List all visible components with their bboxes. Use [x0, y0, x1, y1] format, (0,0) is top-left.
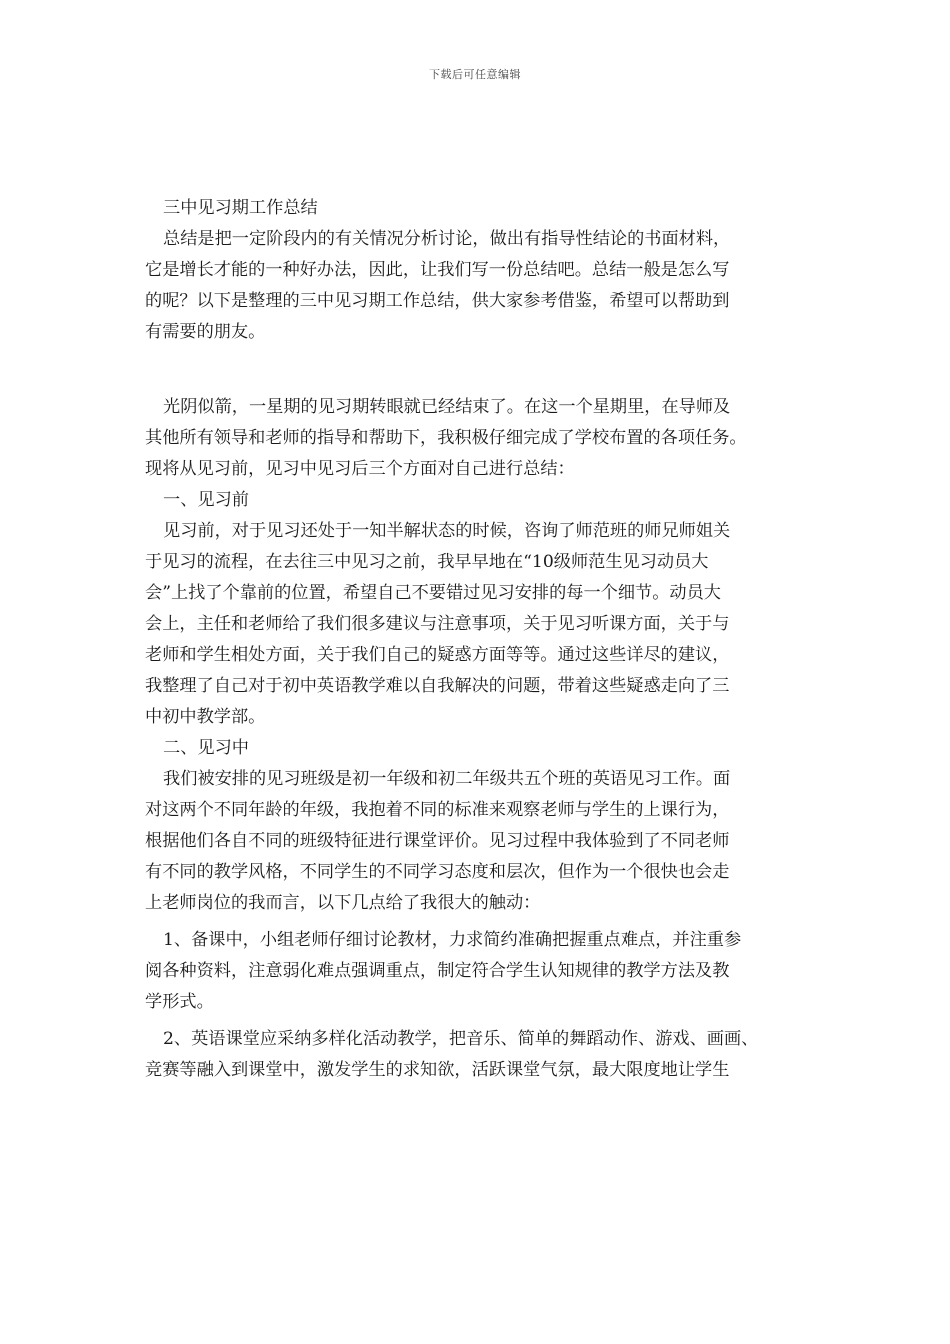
document-body: [145, 193, 825, 1086]
paragraph-line: 对这两个不同年龄的年级，我抱着不同的标准来观察老师与学生的上课行为，: [145, 800, 730, 820]
paragraph-line: 会上，主任和老师给了我们很多建议与注意事项，关于见习听课方面，关于与: [145, 614, 730, 634]
section-heading: 二、见习中: [163, 738, 249, 758]
section-heading: 一、见习前: [163, 490, 249, 510]
paragraph-line: 其他所有领导和老师的指导和帮助下，我积极仔细完成了学校布置的各项任务。: [145, 428, 747, 448]
list-item-line: 竞赛等融入到课堂中，激发学生的求知欲，活跃课堂气氛，最大限度地让学生: [145, 1060, 730, 1080]
paragraph-line: 中初中教学部。: [145, 707, 266, 727]
paragraph-line: 根据他们各自不同的班级特征进行课堂评价。见习过程中我体验到了不同老师: [145, 831, 730, 851]
paragraph-line: 见习前，对于见习还处于一知半解状态的时候，咨询了师范班的师兄师姐关: [163, 521, 731, 541]
document-title: 三中见习期工作总结: [163, 198, 318, 218]
intro-line: 它是增长才能的一种好办法，因此，让我们写一份总结吧。总结一般是怎么写: [145, 260, 730, 280]
paragraph-line: 光阴似箭，一星期的见习期转眼就已经结束了。在这一个星期里，在导师及: [163, 397, 731, 417]
intro-line: 的呢？以下是整理的三中见习期工作总结，供大家参考借鉴，希望可以帮助到: [145, 291, 730, 311]
intro-line: 有需要的朋友。: [145, 322, 266, 342]
header-note: 下载后可任意编辑: [429, 68, 521, 81]
list-item-line: 2、英语课堂应采纳多样化活动教学，把音乐、简单的舞蹈动作、游戏、画画、: [163, 1029, 759, 1049]
list-item-line: 阅各种资料，注意弱化难点强调重点，制定符合学生认知规律的教学方法及教: [145, 961, 730, 981]
paragraph-line: 老师和学生相处方面，关于我们自己的疑惑方面等等。通过这些详尽的建议，: [145, 645, 730, 665]
paragraph-line: 于见习的流程，在去往三中见习之前，我早早地在“10级师范生见习动员大: [145, 552, 709, 572]
paragraph-spacer: [145, 348, 825, 392]
paragraph-line: 我整理了自己对于初中英语教学难以自我解决的问题，带着这些疑惑走向了三: [145, 676, 730, 696]
paragraph-line: 现将从见习前，见习中见习后三个方面对自己进行总结：: [145, 459, 575, 479]
paragraph-line: 会”上找了个靠前的位置，希望自己不要错过见习安排的每一个细节。动员大: [145, 583, 721, 603]
paragraph-line: 我们被安排的见习班级是初一年级和初二年级共五个班的英语见习工作。面: [163, 769, 731, 789]
list-item-line: 1、备课中，小组老师仔细讨论教材，力求简约准确把握重点难点，并注重参: [163, 930, 742, 950]
list-item-line: 学形式。: [145, 992, 214, 1012]
paragraph-line: 上老师岗位的我而言，以下几点给了我很大的触动：: [145, 893, 541, 913]
paragraph-line: 有不同的教学风格，不同学生的不同学习态度和层次，但作为一个很快也会走: [145, 862, 730, 882]
intro-line: 总结是把一定阶段内的有关情况分析讨论，做出有指导性结论的书面材料，: [163, 229, 731, 249]
